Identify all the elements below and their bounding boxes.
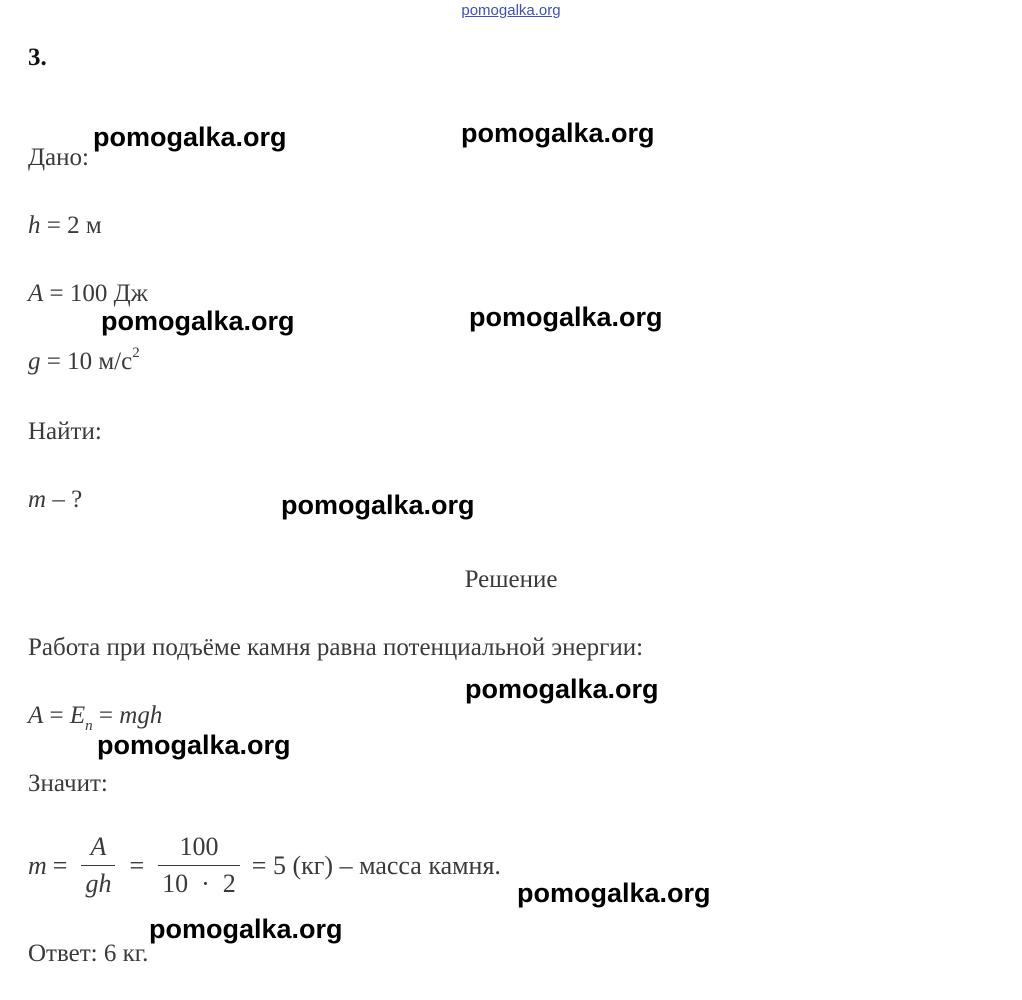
given-height — [28, 212, 102, 240]
watermark: pomogalka.org — [281, 490, 475, 520]
height-value: = 2 м — [40, 212, 102, 239]
equation-mass — [28, 832, 501, 899]
eq1-rhs: mgh — [119, 702, 163, 729]
watermark: pomogalka.org — [461, 118, 655, 148]
eq1-equals-2: = — [92, 702, 120, 729]
fraction-symbolic-denominator: gh — [81, 865, 115, 899]
unknown-question: – ? — [46, 486, 83, 513]
fraction-numeric-denominator: 10 · 2 — [158, 865, 240, 899]
watermark: pomogalka.org — [465, 674, 659, 704]
given-work — [28, 280, 148, 308]
equation-energy — [28, 702, 163, 734]
watermark: pomogalka.org — [469, 302, 663, 332]
work-value: = 100 Дж — [43, 280, 148, 307]
given-label: Дано: — [28, 144, 89, 171]
gravity-variable: g — [28, 348, 41, 375]
task-number: 3. — [28, 44, 47, 71]
eq2-equals-1: = — [52, 850, 68, 880]
fraction-numeric — [158, 832, 240, 899]
solution-text-1: Работа при подъёме камня равна потенциальной энергии: — [28, 634, 644, 661]
fraction-symbolic — [81, 832, 115, 899]
header-link[interactable]: pomogalka.org — [461, 2, 561, 19]
find-label: Найти: — [28, 418, 102, 445]
find-unknown — [28, 486, 82, 514]
solution-heading: Решение — [464, 566, 558, 593]
gravity-exponent: 2 — [132, 345, 140, 361]
watermark: pomogalka.org — [97, 730, 291, 760]
eq1-energy-sub: п — [85, 718, 93, 734]
watermark: pomogalka.org — [101, 306, 295, 336]
answer: Ответ: 6 кг. — [28, 940, 149, 967]
eq1-energy: E — [69, 702, 86, 729]
work-variable: A — [28, 280, 44, 307]
watermark: pomogalka.org — [93, 122, 287, 152]
eq2-result: = 5 (кг) – масса камня. — [251, 850, 501, 880]
height-variable: h — [28, 212, 41, 239]
solution-text-2: Значит: — [28, 770, 108, 797]
eq2-equals-2: = — [129, 850, 145, 880]
eq1-lhs: A — [28, 702, 44, 729]
eq1-equals-1: = — [43, 702, 70, 729]
unknown-variable: m — [28, 486, 47, 513]
watermark: pomogalka.org — [149, 914, 343, 944]
watermark: pomogalka.org — [517, 878, 711, 908]
given-gravity — [28, 345, 140, 376]
fraction-numeric-numerator: 100 — [179, 832, 219, 861]
fraction-symbolic-numerator: A — [90, 832, 107, 861]
gravity-value: = 10 м/с — [40, 348, 133, 375]
eq2-mass: m — [28, 850, 47, 880]
